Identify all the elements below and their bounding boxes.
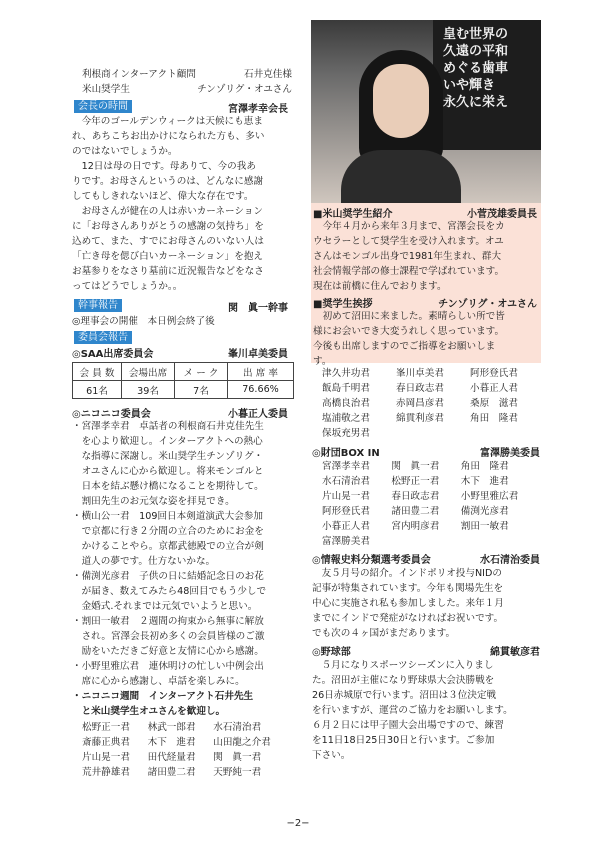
list-item: 小暮正人君 [322,521,370,532]
committee-label: 委員会報告 [74,331,132,344]
list-item: 天野純一君 [213,767,262,778]
list-item: 小暮正人君 [470,383,518,394]
list-row [322,519,544,534]
list-item: 水石清治君 [213,722,262,733]
info-title: ◎情報史料分類選考委員会 [312,555,431,566]
baseball-body [312,658,513,763]
text-line: かけることやら。京都武徳殿での立合が剣 [72,541,264,552]
scholar-photo [311,20,541,203]
text-line: 金婚式.それまでは元気でいようと思い。 [72,601,258,612]
list-item: 塩浦敬之君 [322,413,370,424]
text-line: ・ニコニコ週間 インターアクト石井先生 [72,691,254,702]
list-row [322,381,544,396]
intro-role: 米山奨学生 [82,84,130,95]
text-line: で京都に行き２分間の立合のためにお金を [72,526,264,537]
niko-week-people [82,720,292,780]
info-byline: 水石清治委員 [480,555,540,566]
niko-body [72,419,296,719]
text-line: 込めて、また、すでにお母さんのいない人は [72,236,264,247]
secretary-line: ◎理事会の開催 本日例会終了後 [72,316,215,327]
list-item: 林武一郎君 [147,722,196,733]
table-cell: 7名 [175,381,228,399]
list-item: 山田龍之介君 [213,737,271,748]
text-line: 励をいただきご好意と友情に心から感謝。 [72,646,264,657]
table-cell: 61名 [73,381,122,399]
table-cell: 76.66% [228,381,294,399]
text-line: でも次の４ヶ国がまだあります。 [312,628,456,639]
text-line: 12日は母の日です。母ありて、今の我あ [72,161,256,172]
list-item: 小野里雅広君 [460,491,519,502]
table-header: 会場出席 [122,363,175,381]
intro-name: チンゾリグ・オユさん [197,84,292,95]
list-item: 木下 進君 [147,737,196,748]
list-item: 備渕光彦君 [460,506,509,517]
text-line: れ、あちこちお出かけになられた方も、多い [72,131,265,142]
list-item: 荒井静雄君 [82,767,130,778]
saa-byline: 峯川卓美委員 [228,349,288,360]
intro-role: 利根商インターアクト顧問 [82,69,196,80]
list-row [322,411,544,426]
text-line: 友５月号の紹介。インドポリオ投与NIDの [312,568,502,579]
list-row [322,474,544,489]
list-item: 桑原 滋君 [470,398,518,409]
info-body [312,566,504,641]
text-line: さんはモンゴル出身で1981年生まれ、群大 [313,251,502,262]
text-line: 今年４月から来年３月まで、宮澤会長をカ [313,221,505,232]
list-row [322,534,544,549]
banner-line: 皇む世界の [443,27,509,42]
list-item: 角田 隆君 [470,413,518,424]
page-number: −2− [286,818,310,829]
yoneyama-title: ■米山奨学生紹介 [313,209,393,220]
text-line: を心より歓迎し。インターアクトへの熱心 [72,436,263,447]
text-line: お母さんが健在の人は赤いカーネーション [72,206,264,217]
text-line: お墓参りをなさり墓前に近況報告などをなさ [72,266,264,277]
text-line: 席に心から感謝し、卓話を楽しみに。 [72,676,245,687]
intro-block [82,67,292,97]
list-item: 飯島千明君 [322,383,370,394]
list-item: 宮内明彦君 [391,521,440,532]
president-byline: 宮澤孝幸会長 [228,104,288,115]
list-item: 田代経量君 [147,752,196,763]
table-header: 会 員 数 [73,363,122,381]
text-line: に「お母さんありがとうの感謝の気持ち」を [72,221,264,232]
text-line: 道人の夢です。仕方ないかな。 [72,556,216,567]
table-header: メ ー ク [175,363,228,381]
text-line: 現在は前橋に住んでおります。 [313,281,447,292]
list-item: 諸田豊二君 [147,767,196,778]
text-line: と米山奨学生オユさんを歓迎し。 [72,706,226,717]
people-list-top [322,366,544,441]
table-cell: 39名 [122,381,175,399]
list-row [82,735,292,750]
text-line: ・小野里雅広君 連休明けの忙しい中例会出 [72,661,264,672]
banner-line: いや輝き [443,78,496,93]
list-item: 宮澤孝幸君 [322,461,370,472]
text-line: ・横山公一君 109回日本剣道演武大会参加 [72,511,263,522]
banner-line: 永久に栄え [443,95,509,110]
list-item: 高橋良治君 [322,398,370,409]
intro-name: 石井克佳様 [244,69,292,80]
secretary-label: 幹事報告 [74,299,122,312]
box-people-list [322,459,544,549]
box-byline: 富澤勝美委員 [480,448,540,459]
list-row [82,720,292,735]
list-row [322,459,544,474]
face-shape [373,64,429,138]
banner-line: めぐる歯車 [443,61,509,76]
list-item: 春日政志君 [391,491,440,502]
text-line: 今年のゴールデンウィークは天候にも恵ま [72,116,263,127]
text-line: た。沼田が主催になり野球県大会決勝戦を [312,675,495,686]
list-item: 諸田豊二君 [391,506,440,517]
text-line: す。 [313,356,332,367]
text-line: され。宮澤会長初め多くの会員皆様のご激 [72,631,265,642]
text-line: な指導に深謝し。米山奨学生チンゾリグ・ [72,451,264,462]
text-line: 下さい。 [312,750,351,761]
list-item: 阿形登氏君 [470,368,518,379]
text-line: 「亡き母を偲び白いカーネーション」を抱え [72,251,264,262]
text-line: が届き、数えてみたら48回目でもう少しで [72,586,267,597]
list-item: 阿形登氏君 [322,506,370,517]
text-line: ・宮澤孝幸君 卓話者の利根商石井克佳先生 [72,421,264,432]
text-line: 社会情報学部の修士課程で学ばれています。 [313,266,505,277]
list-item: 割田一敏君 [460,521,509,532]
niko-byline: 小暮正人委員 [228,409,288,420]
text-line: までにインドで発症がなければお祝いです。 [312,613,504,624]
list-item: 赤岡昌彦君 [396,398,444,409]
banner-text [443,26,508,111]
table-row [73,381,294,399]
text-line: 中心に実施され私も参加しました。来年１月 [312,598,504,609]
list-item: 富澤勝美君 [322,536,370,547]
list-item: 関 眞一君 [213,752,262,763]
list-item: 松野正一君 [82,722,130,733]
saa-attendance-table [72,362,294,399]
list-item: 木下 進君 [460,476,509,487]
niko-title: ◎ニコニコ委員会 [72,409,151,420]
table-header-row [73,363,294,381]
yoneyama-byline: 小菅茂雄委員長 [467,209,537,220]
list-row [322,396,544,411]
list-item: 綿貫利彦君 [396,413,444,424]
text-line: 様にお会いでき大変うれしく思っています。 [313,326,505,337]
list-item [461,534,544,549]
text-line: ウセラーとして奨学生を受け入れます。オユ [313,236,504,247]
list-item: 片山晃一君 [322,491,370,502]
text-line: を行いますが、運営のご協力をお願いします。 [312,705,513,716]
baseball-byline: 綿貫敏彦君 [490,647,540,658]
list-item [470,426,544,441]
text-line: 初めて沼田に来ました。素晴らしい所で皆 [313,311,505,322]
list-item: 片山晃一君 [82,752,130,763]
list-item: 角田 隆君 [460,461,509,472]
table-header: 出 席 率 [228,363,294,381]
yoneyama-box [311,203,541,367]
list-item: 関 眞一君 [391,461,440,472]
text-line: のではないでしょうか。 [72,146,178,157]
yoneyama-body [313,219,505,294]
text-line: 記事が特集されています。今年も関場先生を [312,583,504,594]
banner-line: 久遠の平和 [443,44,509,59]
president-label: 会長の時間 [74,100,132,113]
list-row [322,426,544,441]
greet-body [313,309,505,369]
text-line: を11日18日25日30日と行います。ご参加 [312,735,495,746]
list-item [391,534,460,549]
text-line: 割田先生のお元気な姿を拝見でき。 [72,496,235,507]
text-line: ５月になりスポーツシーズンに入りまし [312,660,494,671]
list-row [322,489,544,504]
list-item: 春日政志君 [396,383,444,394]
text-line: ・備渕光彦君 子供の日に結婚記念日のお花 [72,571,264,582]
text-line: ６月２日には甲子園大会出場ですので、練習 [312,720,504,731]
list-item [396,426,470,441]
greet-byline: チンゾリグ・オユさん [438,299,537,310]
intro-row [82,82,292,97]
list-row [82,765,292,780]
text-line: オユさんに心から歓迎し。将来モンゴルと [72,466,264,477]
list-item: 保坂充男君 [322,428,370,439]
saa-title: ◎SAA出席委員会 [72,349,154,360]
list-item: 松野正一君 [391,476,440,487]
list-item: 峯川卓美君 [396,368,444,379]
list-row [322,504,544,519]
list-row [82,750,292,765]
president-body [72,114,294,294]
text-line: 日本を結ぶ懸け橋になることを期待して。 [72,481,264,492]
baseball-title: ◎野球部 [312,647,351,658]
text-line: 今後も出席しますのでご指導をお願いしま [313,341,496,352]
secretary-byline: 関 眞一幹事 [228,303,288,314]
person-figure [351,50,451,203]
list-item: 津久井功君 [322,368,370,379]
shoulders-shape [341,150,461,203]
box-title: ◎財団BOX IN [312,448,380,459]
text-line: 26日赤城原で行います。沼田は３位決定戦 [312,690,497,701]
text-line: ってはどうでしょうか。。 [72,281,183,292]
list-item: 斎藤正典君 [82,737,130,748]
text-line: りです。お母さんというのは、どんなに感謝 [72,176,264,187]
greet-title: ■奨学生挨拶 [313,299,373,310]
text-line: ・割田一敏君 ２週間の拘束から無事に解放 [72,616,264,627]
intro-row [82,67,292,82]
list-item: 水石清治君 [322,476,370,487]
text-line: してもしきれないほど、偉大な存在です。 [72,191,254,202]
list-row [322,366,544,381]
